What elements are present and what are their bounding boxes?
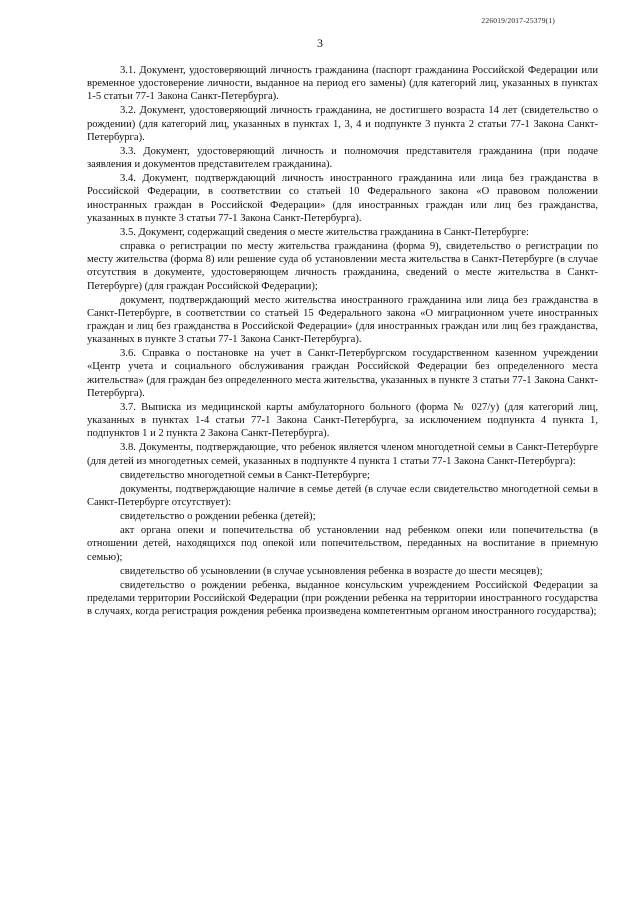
list-item-guardianship-act: акт органа опеки и попечительства об установлении над ребенком опеки или попечительства (в отношении детей, находящихся под опекой или попечительством, переданных на воспитание в приемную семью); xyxy=(87,525,598,563)
paragraph-3-5-registration: справка о регистрации по месту жительства гражданина (форма 9), свидетельство о регистрации по месту жительства (форма 8) или решение суда об установлении места жительства в Санкт-Петербурге (в случае отсутствия в документе, удостоверяющем личность гражданина, сведений о месте жительства в Санкт-Петербурге) (для граждан Российской Федерации); xyxy=(87,241,598,292)
list-item-children-documents: документы, подтверждающие наличие в семье детей (в случае если свидетельство многодетной семьи в Санкт-Петербурге отсутствует): xyxy=(87,483,598,508)
list-item-consular-birth-certificate: свидетельство о рождении ребенка, выданное консульским учреждением Российской Федерации за пределами территории Российской Федерации (при рождении ребенка на территории иностранного государства в случаях, когда регистрация рождения ребенка произведена компетентным органом иностранного государства); xyxy=(87,579,598,618)
document-body xyxy=(87,64,598,618)
list-item-birth-certificate: свидетельство о рождении ребенка (детей); xyxy=(120,511,316,523)
paragraph-3-7: 3.7. Выписка из медицинской карты амбулаторного больного (форма № 027/у) (для категорий лиц, указанных в пунктах 1-4 статьи 77-1 Закона Санкт-Петербурга, за исключением подпункта 4 пункта 1, подпунктов 1 и 2 пункта 2 Закона Санкт-Петербурга). xyxy=(87,401,598,440)
paragraph-3-2: 3.2. Документ, удостоверяющий личность гражданина, не достигшего возраста 14 лет (свидетельство о рождении) (для категорий лиц, указанных в пунктах 1, 3, 4 и подпункте 3 пункта 2 статьи 77-1 Закона Санкт-Петербурга). xyxy=(87,105,598,143)
page-number: 3 xyxy=(317,36,323,50)
paragraph-3-6: 3.6. Справка о постановке на учет в Санкт-Петербургском государственном казенном учреждении «Центр учета и социального обслуживания граждан Российской Федерации без определенного места жительства» (для граждан без определенного места жительства, указанных в пункте 3 статьи 77-1 Закона Санкт-Петербурга). xyxy=(87,348,598,399)
paragraph-3-4: 3.4. Документ, подтверждающий личность иностранного гражданина или лица без гражданства в Российской Федерации, в соответствии со статьей 10 Федерального закона «О правовом положении иностранных граждан в Российской Федерации» (для иностранных граждан или лиц без гражданства, указанных в пункте 3 статьи 77-1 Закона Санкт-Петербурга). xyxy=(87,173,598,224)
paragraph-3-3: 3.3. Документ, удостоверяющий личность и полномочия представителя гражданина (при подаче заявления и документов представителем гражданина). xyxy=(87,145,598,171)
paragraph-3-5-foreign: документ, подтверждающий место жительства иностранного гражданина или лица без гражданства в Санкт-Петербурге, в соответствии со статьей 15 Федерального закона «О миграционном учете иностранных граждан и лиц без гражданства в Российской Федерации» (для иностранных граждан или лиц без гражданства, указанных в пункте 3 статьи 77-1 Закона Санкт-Петербурга). xyxy=(87,294,598,346)
list-item-adoption-certificate: свидетельство об усыновлении (в случае усыновления ребенка в возрасте до шести месяцев); xyxy=(120,565,543,577)
list-item-large-family-certificate: свидетельство многодетной семьи в Санкт-Петербурге; xyxy=(120,469,370,481)
paragraph-3-8: 3.8. Документы, подтверждающие, что ребенок является членом многодетной семьи в Санкт-Петербурге (для детей из многодетных семей, указанных в подпункте 4 пункта 1 статьи 77-1 Закона Санкт-Петербурга): xyxy=(87,442,598,467)
paragraph-3-5: 3.5. Документ, содержащий сведения о месте жительства гражданина в Санкт-Петербурге: xyxy=(120,226,529,238)
document-number: 226019/2017-25379(1) xyxy=(481,16,555,25)
paragraph-3-1: 3.1. Документ, удостоверяющий личность гражданина (паспорт гражданина Российской Федерации или временное удостоверение личности, выданное на период его замены) (для категорий лиц, указанных в пунктах 1-5 статьи 77-1 Закона Санкт-Петербурга). xyxy=(87,65,598,103)
